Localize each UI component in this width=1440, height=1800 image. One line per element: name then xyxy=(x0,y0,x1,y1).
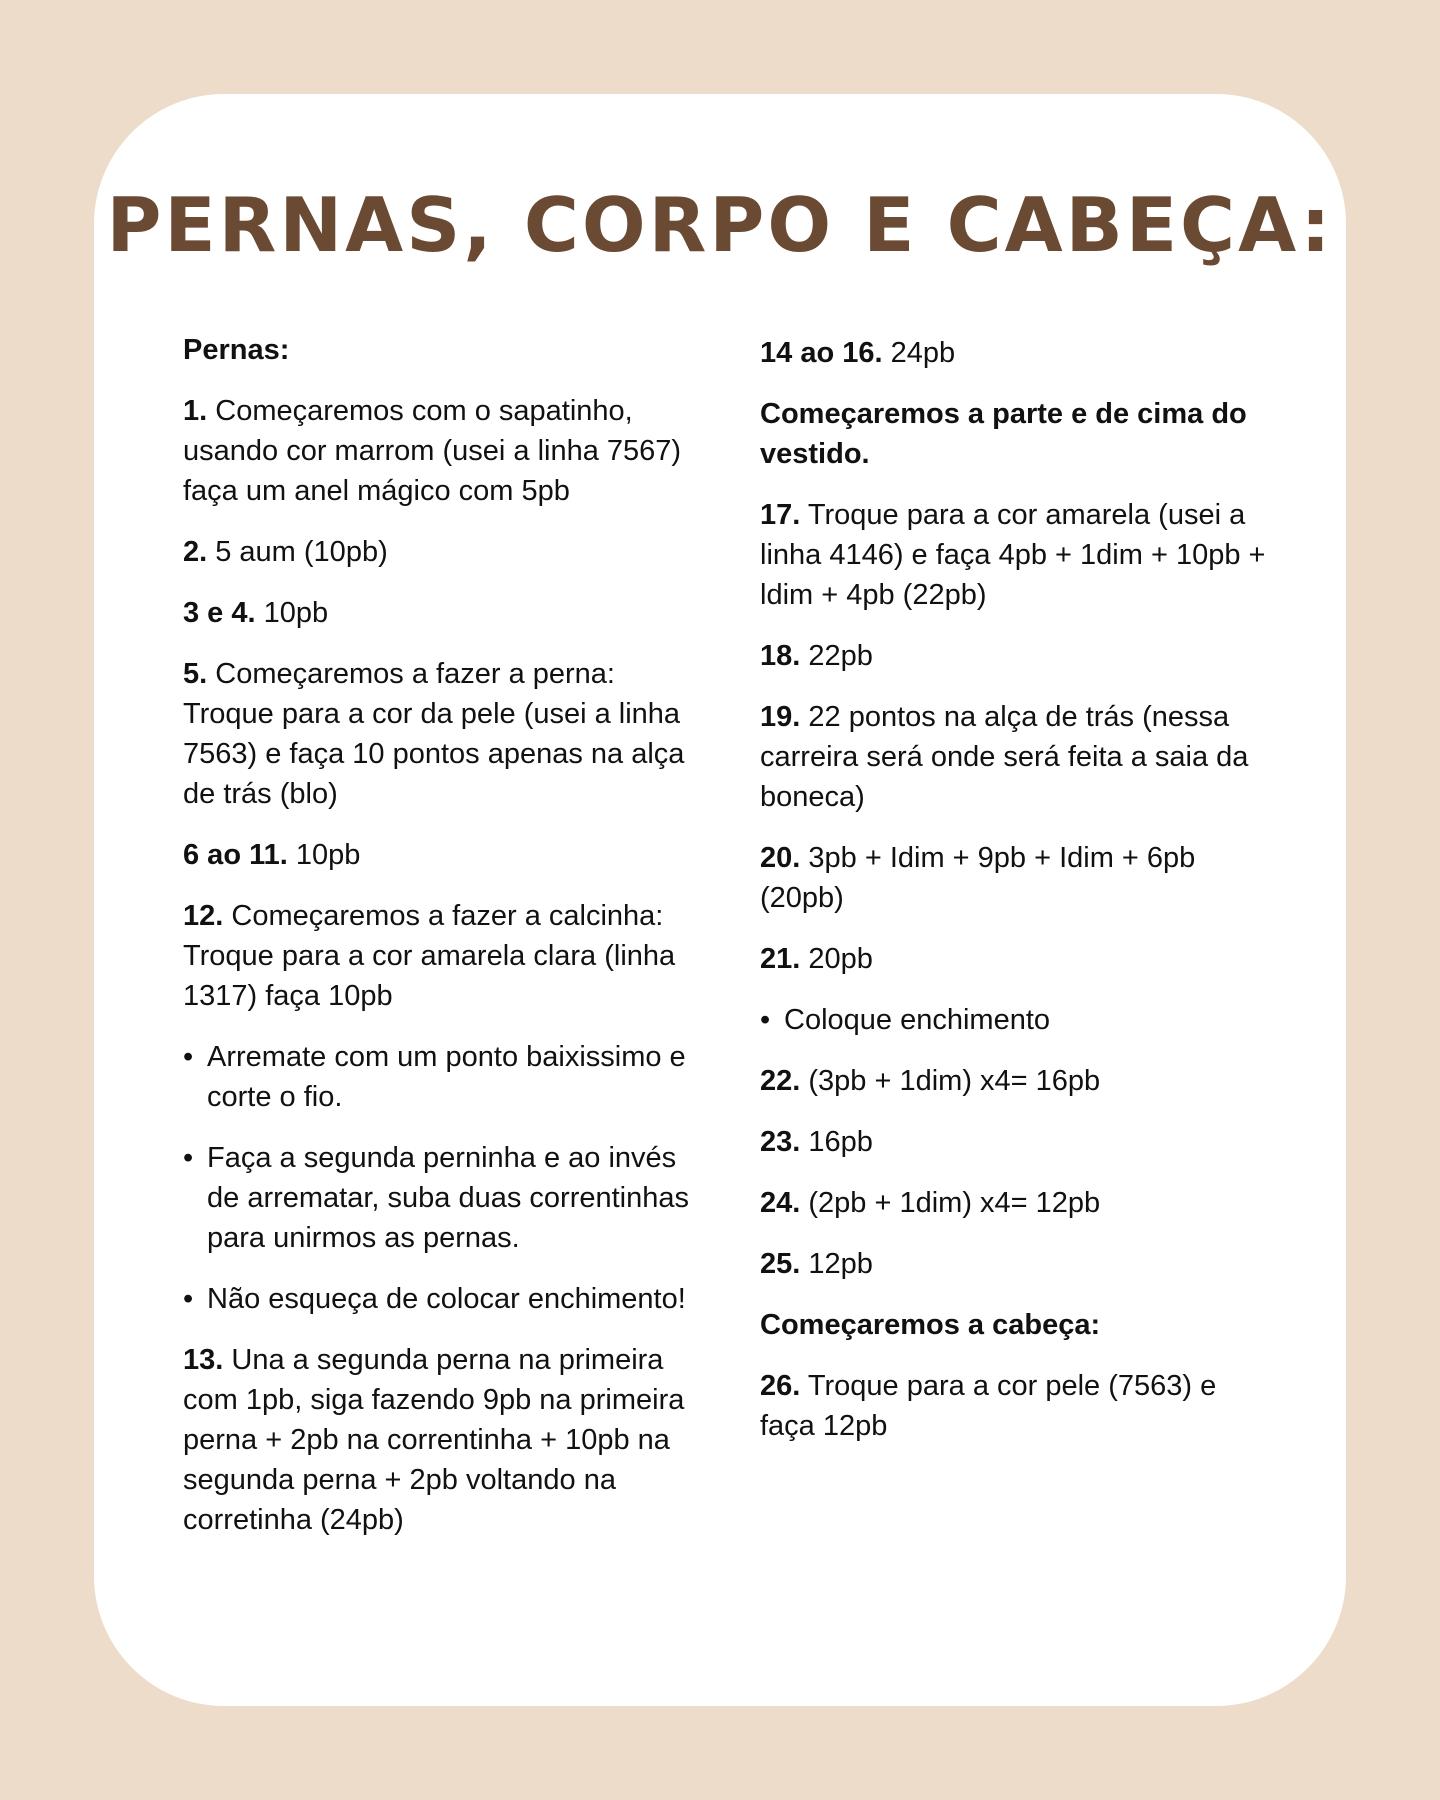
step-text: Troque para a cor pele (7563) e faça 12pb xyxy=(760,1370,1217,1442)
step-text: Começaremos com o sapatinho, usando cor marrom (usei a linha 7567) faça um anel mágico com 5pb xyxy=(183,395,682,507)
step-text: 24pb xyxy=(882,337,956,369)
bullet-text: Faça a segunda perninha e ao invés de arrematar, suba duas correntinhas para unirmos as pernas. xyxy=(207,1142,689,1254)
step-text: (3pb + 1dim) x4= 16pb xyxy=(800,1065,1101,1097)
step-14-16 xyxy=(760,333,1270,373)
step-number: 14 ao 16. xyxy=(760,337,883,369)
step-26 xyxy=(760,1366,1270,1446)
step-text: 5 aum (10pb) xyxy=(207,536,388,568)
section-heading-pernas: Pernas: xyxy=(183,334,290,366)
step-5 xyxy=(183,654,693,814)
bullet-text: Não esqueça de colocar enchimento! xyxy=(207,1283,686,1315)
bullet-dot-icon: • xyxy=(760,1004,771,1036)
step-1 xyxy=(183,391,693,511)
step-number: 19. xyxy=(760,701,801,733)
step-number: 5. xyxy=(183,658,208,690)
step-18 xyxy=(760,636,1270,676)
bullet-item xyxy=(183,1037,693,1117)
bullet-dot-icon: • xyxy=(183,1142,194,1174)
step-number: 22. xyxy=(760,1065,801,1097)
bullet-item xyxy=(183,1138,693,1258)
step-number: 3 e 4. xyxy=(183,597,256,629)
bullet-dot-icon: • xyxy=(183,1041,194,1073)
section-heading-cabeca: Começaremos a cabeça: xyxy=(760,1309,1101,1341)
step-number: 26. xyxy=(760,1370,801,1402)
section-heading-vestido: Começaremos a parte e de cima do vestido. xyxy=(760,398,1247,470)
step-number: 17. xyxy=(760,499,801,531)
left-column xyxy=(183,330,693,1561)
step-6-11 xyxy=(183,835,693,875)
step-17 xyxy=(760,495,1270,615)
step-21 xyxy=(760,939,1270,979)
step-text: 22 pontos na alça de trás (nessa carreira será onde será feita a saia da boneca) xyxy=(760,701,1249,813)
step-number: 6 ao 11. xyxy=(183,839,288,871)
step-25 xyxy=(760,1244,1270,1284)
step-number: 12. xyxy=(183,900,224,932)
step-number: 25. xyxy=(760,1248,801,1280)
step-text: 10pb xyxy=(255,597,329,629)
step-number: 23. xyxy=(760,1126,801,1158)
step-24 xyxy=(760,1183,1270,1223)
step-2 xyxy=(183,532,693,572)
step-number: 1. xyxy=(183,395,208,427)
step-text: (2pb + 1dim) x4= 12pb xyxy=(800,1187,1101,1219)
step-3-4 xyxy=(183,593,693,633)
right-column xyxy=(760,333,1270,1467)
bullet-item xyxy=(760,1000,1270,1040)
step-13 xyxy=(183,1340,693,1540)
step-text: Começaremos a fazer a perna: Troque para a cor da pele (usei a linha 7563) e faça 10 pontos apenas na alça de trás (blo) xyxy=(183,658,685,810)
step-text: Una a segunda perna na primeira com 1pb, siga fazendo 9pb na primeira perna + 2pb na correntinha + 10pb na segunda perna + 2pb voltando na corretinha (24pb) xyxy=(183,1344,685,1536)
step-text: 12pb xyxy=(800,1248,873,1280)
step-number: 2. xyxy=(183,536,208,568)
step-text: Começaremos a fazer a calcinha: Troque para a cor amarela clara (linha 1317) faça 10pb xyxy=(183,900,676,1012)
step-text: 22pb xyxy=(800,640,873,672)
bullet-dot-icon: • xyxy=(183,1283,194,1315)
bullet-item xyxy=(183,1279,693,1319)
bullet-text: Coloque enchimento xyxy=(784,1004,1051,1036)
step-text: 3pb + Idim + 9pb + Idim + 6pb (20pb) xyxy=(760,842,1196,914)
step-number: 18. xyxy=(760,640,801,672)
step-text: 10pb xyxy=(287,839,361,871)
step-text: 16pb xyxy=(800,1126,873,1158)
step-number: 21. xyxy=(760,943,801,975)
step-22 xyxy=(760,1061,1270,1101)
step-23 xyxy=(760,1122,1270,1162)
step-text: 20pb xyxy=(800,943,873,975)
step-number: 24. xyxy=(760,1187,801,1219)
page-title: PERNAS, CORPO E CABEÇA: xyxy=(106,181,1334,269)
step-12 xyxy=(183,896,693,1016)
step-19 xyxy=(760,697,1270,817)
step-20 xyxy=(760,838,1270,918)
bullet-text: Arremate com um ponto baixissimo e corte o fio. xyxy=(207,1041,686,1113)
step-text: Troque para a cor amarela (usei a linha 4146) e faça 4pb + 1dim + 10pb + ldim + 4pb (22pb) xyxy=(760,499,1266,611)
step-number: 20. xyxy=(760,842,801,874)
step-number: 13. xyxy=(183,1344,224,1376)
